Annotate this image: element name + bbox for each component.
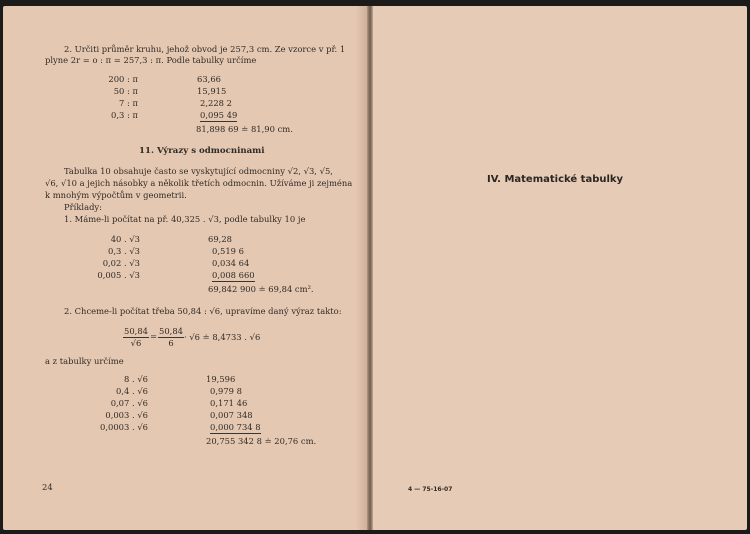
fraction-2 [158,326,184,349]
fraction-1-numerator: 50,84 [124,326,148,336]
calc1-value: 63,66 [197,74,221,84]
section-heading: 11. Výrazy s odmocninami [139,146,265,156]
calc1-term: 50 : π [113,86,138,96]
fraction-tail: · √6 ≐ 8,4733 . √6 [184,332,261,342]
calc1-value: 15,915 [197,86,227,96]
calc1-term: 200 : π [108,74,138,84]
fraction-1-denominator: √6 [130,338,142,348]
example2-line: 2. Chceme-li počítat třeba 50,84 : √6, upravíme daný výraz takto: [64,306,342,316]
example1-line: 1. Máme-li počítat na př. 40,325 . √3, podle tabulky 10 je [64,214,306,224]
examples-label: Příklady: [64,202,102,212]
calc2-term: 0,02 . √3 [102,258,140,268]
book-spine [367,6,373,530]
print-code: 4 — 75-16-07 [408,486,453,493]
calc3-value: 0,171 46 [210,398,248,408]
calc2-total: 69,842 900 ≐ 69,84 cm². [208,284,314,294]
calc3-value: 0,000 734 8 [210,422,261,432]
calc2-term: 40 . √3 [110,234,140,244]
calc3-value: 19,596 [206,374,236,384]
calc1-value: 2,228 2 [200,98,232,108]
left-page [3,6,369,530]
calc3-term: 0,003 . √6 [105,410,148,420]
calc2-value: 0,008 660 [212,270,255,280]
calc3-term: 0,0003 . √6 [100,422,148,432]
calc3-value: 0,979 8 [210,386,242,396]
calc3-term: 0,4 . √6 [116,386,148,396]
para1-line2: plyne 2r = o : π = 257,3 : π. Podle tabulky určíme [45,55,257,65]
para2-line3: k mnohým výpočtům v geometrii. [45,190,187,200]
para2-line1: Tabulka 10 obsahuje často se vyskytující odmocniny √2, √3, √5, [64,166,333,176]
para1-line1: 2. Určiti průměr kruhu, jehož obvod je 257,3 cm. Ze vzorce v př. 1 [64,44,346,54]
calc2-term: 0,3 . √3 [108,246,140,256]
calc3-total: 20,755 342 8 ≐ 20,76 cm. [206,436,317,446]
table-line: a z tabulky určíme [45,356,124,366]
right-page [372,6,747,530]
calc1-total: 81,898 69 ≐ 81,90 cm. [196,124,293,134]
equals-sign: = [150,331,158,341]
fraction-2-numerator: 50,84 [159,326,183,336]
calc2-value: 0,034 64 [212,258,250,268]
chapter-title: IV. Matematické tabulky [487,174,624,185]
calc3-value: 0,007 348 [210,410,253,420]
para2-line2: √6, √10 a jejich násobky a několik třetích odmocnin. Užíváme ji zejména [45,178,353,188]
fraction-2-denominator: 6 [168,338,174,348]
fraction-1 [123,326,149,349]
calc2-value: 69,28 [208,234,232,244]
page-number: 24 [42,482,53,492]
calc3-term: 8 . √6 [124,374,148,384]
calc1-value: 0,095 49 [200,110,238,120]
calc3-term: 0,07 . √6 [110,398,148,408]
calc1-term: 0,3 : π [111,110,138,120]
calc1-term: 7 : π [119,98,138,108]
calc2-term: 0,005 . √3 [97,270,140,280]
calc2-value: 0,519 6 [212,246,244,256]
